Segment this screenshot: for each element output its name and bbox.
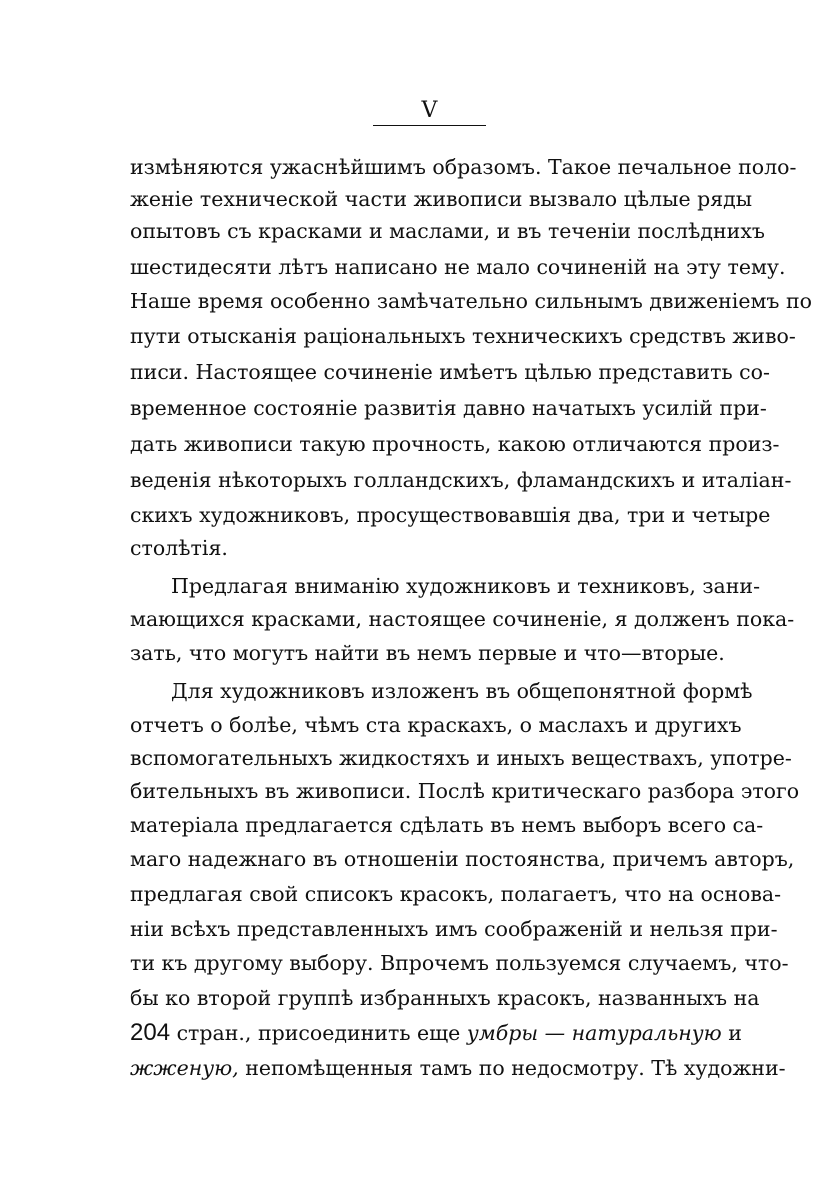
text-line: бы ко второй группѣ избранныхъ красокъ, названныхъ на (130, 986, 760, 1010)
text-line: измѣняются ужаснѣйшимъ образомъ. Такое печальное поло- (130, 155, 797, 179)
text-span: и (728, 1021, 742, 1045)
text-line: веденія нѣкоторыхъ голландскихъ, фламандскихъ и италіан- (130, 468, 792, 492)
text-line: ніи всѣхъ представленныхъ имъ соображеній и нельзя при- (130, 917, 778, 941)
italic-term: умбры — натуральную (466, 1021, 722, 1045)
text-line: мающихся красками, настоящее сочиненіе, я долженъ пока- (130, 607, 795, 631)
paragraph-first-line: Для художниковъ изложенъ въ общепонятной формѣ (171, 679, 753, 703)
text-line: опытовъ съ красками и маслами, и въ теченіи послѣднихъ (130, 219, 765, 243)
text-line: шестидесяти лѣтъ написано не мало сочиненій на эту тему. (130, 255, 786, 279)
text-line: Наше время особенно замѣчательно сильнымъ движеніемъ по (130, 289, 812, 313)
text-line: дать живописи такую прочность, какою отличаются произ- (130, 432, 780, 456)
text-line: ти къ другому выбору. Впрочемъ пользуемся случаемъ, что- (130, 951, 789, 975)
text-line: бительныхъ въ живописи. Послѣ критическаго разбора этого (130, 779, 800, 803)
text-line: женіе технической части живописи вызвало цѣлые ряды (130, 187, 753, 211)
text-line: вспомогательныхъ жидкостяхъ и иныхъ веществахъ, употре- (130, 746, 792, 770)
text-line: зать, что могутъ найти въ немъ первые и что—вторые. (130, 641, 725, 665)
page-reference-number: 204 (130, 1019, 171, 1046)
text-line: временное состояніе развитія давно начатыхъ усилій при- (130, 396, 767, 420)
text-line: пути отысканія раціональныхъ техническихъ средствъ живо- (130, 324, 796, 348)
italic-term: жженую, (130, 1056, 239, 1080)
page-number: V (421, 98, 439, 123)
text-line: маго надежнаго въ отношеніи постоянства, причемъ авторъ, (130, 847, 795, 871)
text-line: предлагая свой списокъ красокъ, полагаетъ, что на основа- (130, 882, 782, 906)
text-line (130, 1018, 742, 1048)
text-line: матеріала предлагается сдѣлать въ немъ выборъ всего са- (130, 813, 764, 837)
text-line: столѣтія. (130, 536, 228, 560)
text-span: непомѣщенныя тамъ по недосмотру. Тѣ художни- (245, 1056, 786, 1080)
header-rule (373, 125, 486, 126)
text-line: писи. Настоящее сочиненіе имѣетъ цѣлью представить со- (130, 360, 770, 384)
paragraph-first-line: Предлагая вниманію художниковъ и техниковъ, зани- (171, 574, 761, 598)
text-line: отчетъ о болѣе, чѣмъ ста краскахъ, о маслахъ и другихъ (130, 713, 742, 737)
text-span: стран., присоединить еще (176, 1021, 461, 1045)
text-line (130, 1053, 786, 1083)
text-line: скихъ художниковъ, просуществовавшія два, три и четыре (130, 503, 771, 527)
